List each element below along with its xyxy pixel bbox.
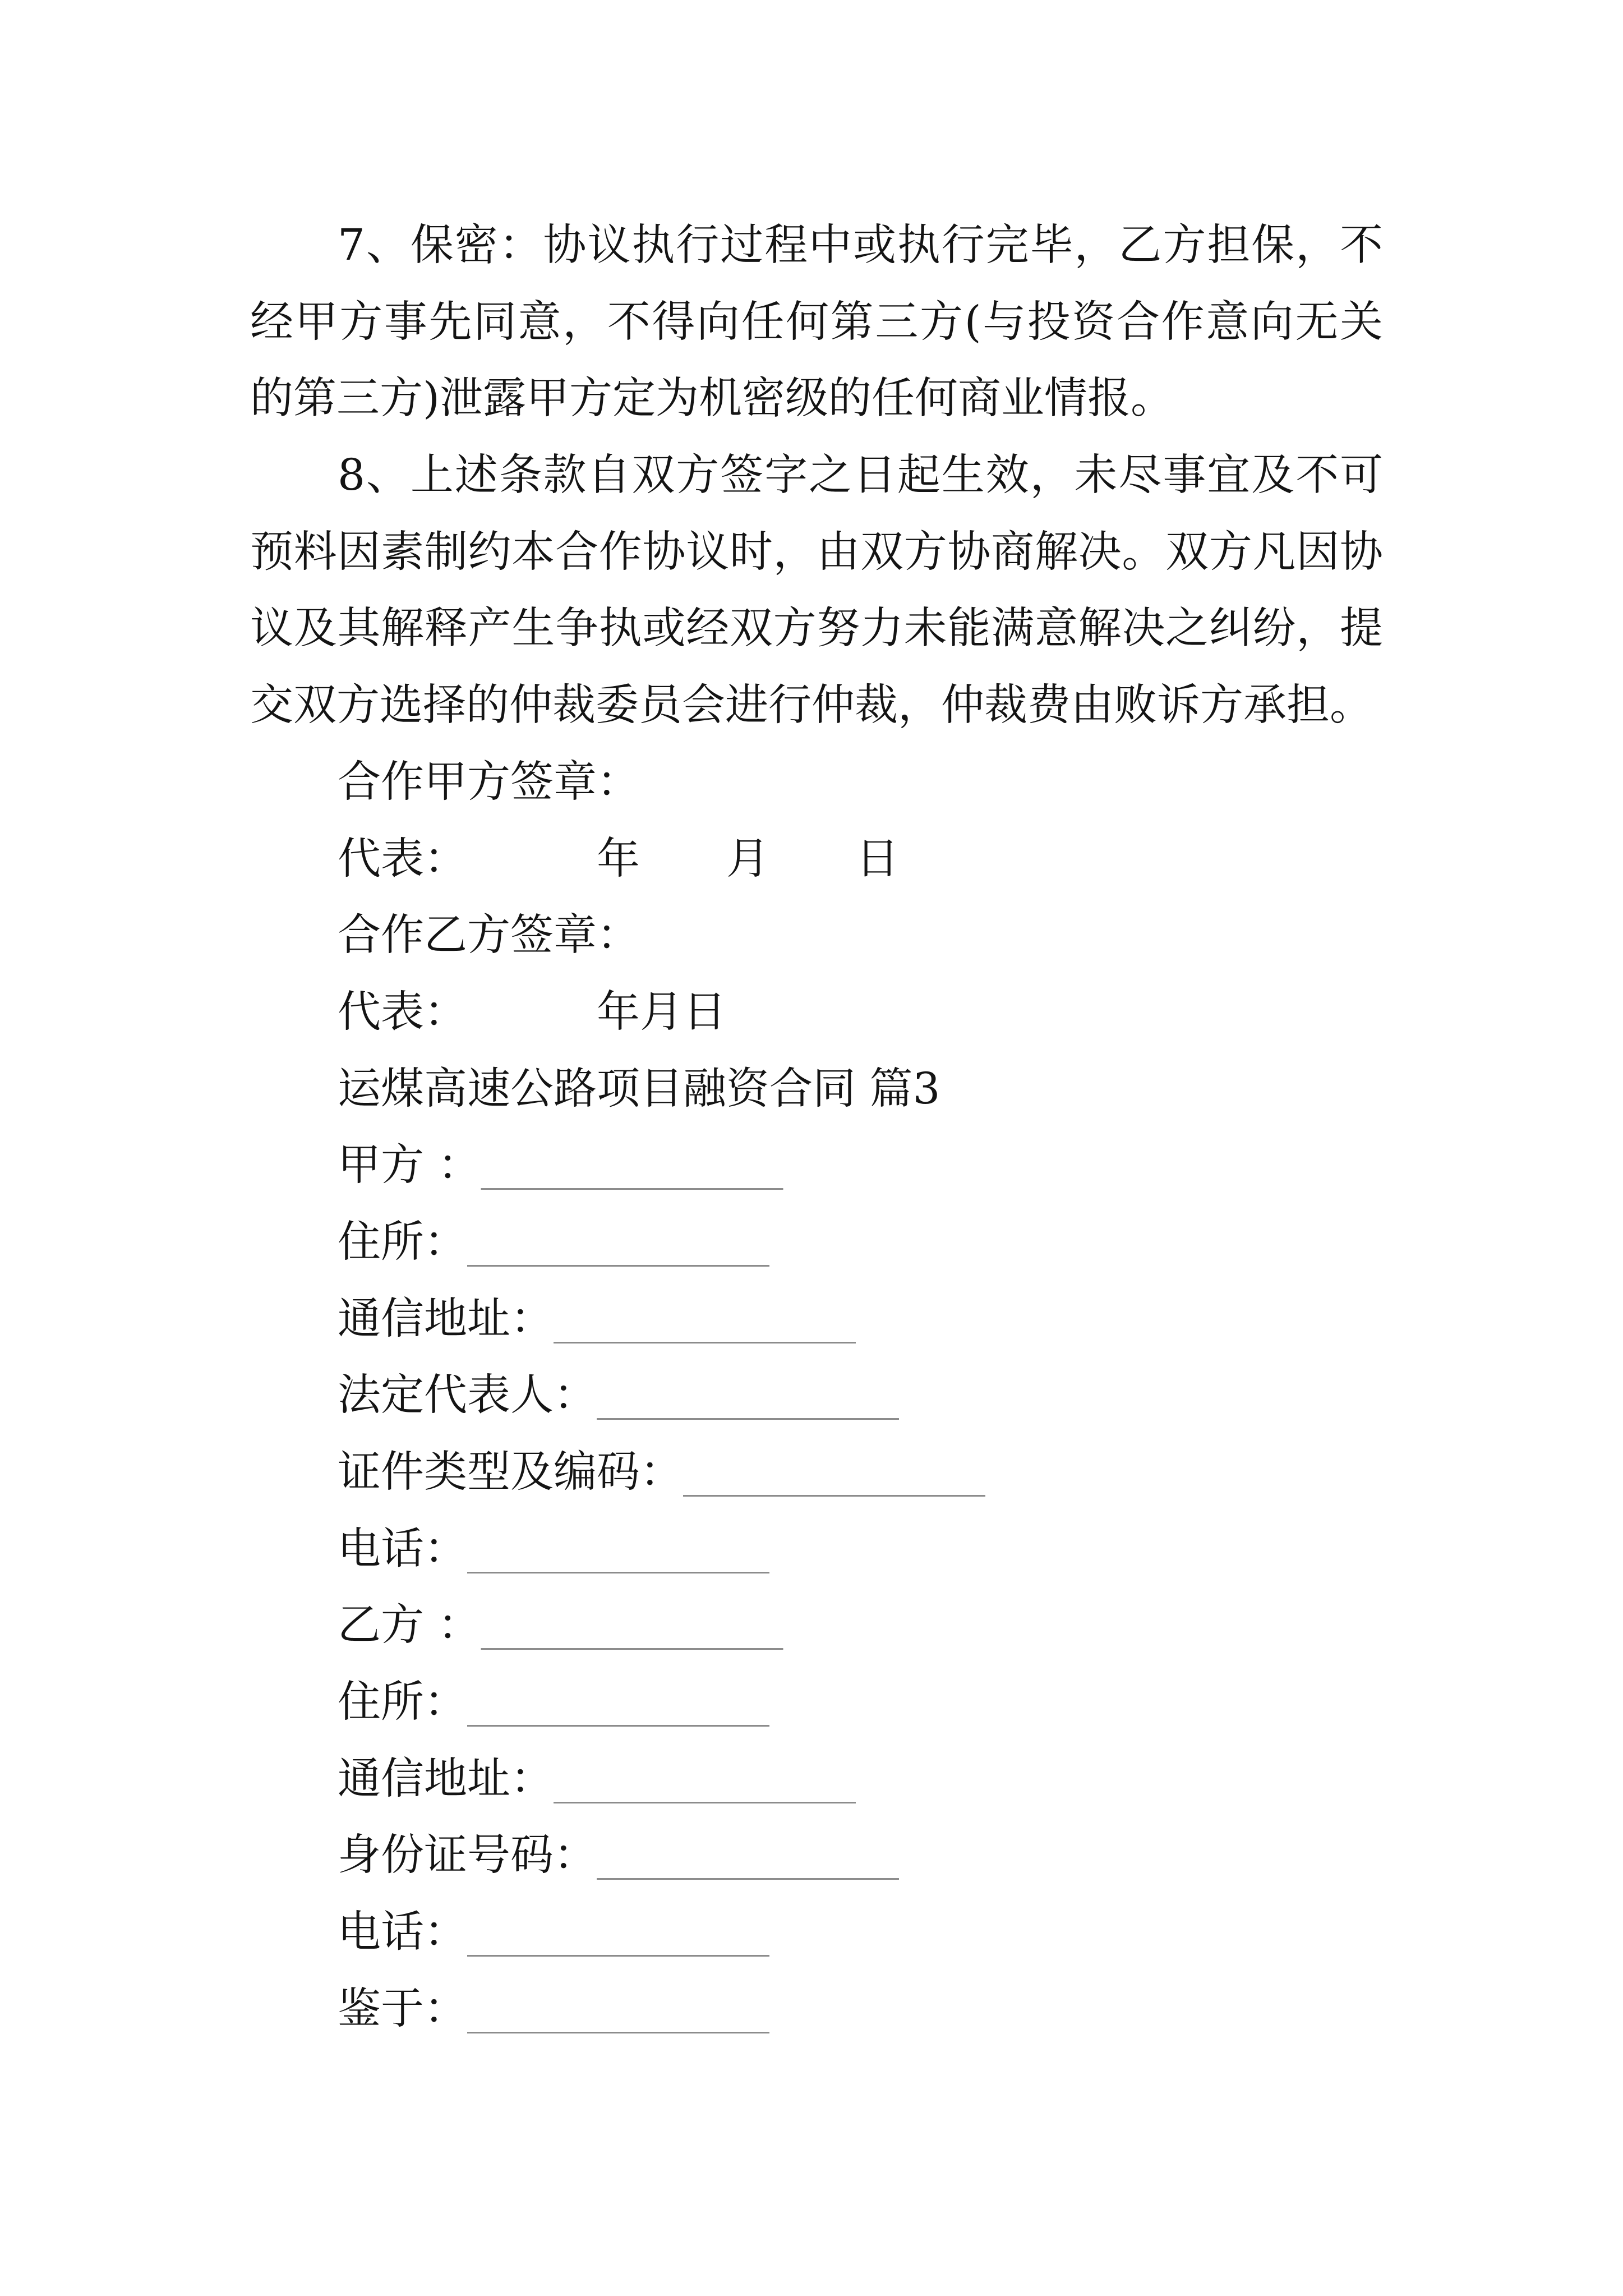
field-blank: ______________ <box>554 1754 856 1804</box>
field-blank: ______________ <box>467 1907 769 1958</box>
field-blank: ______________ <box>597 1370 899 1421</box>
clause-8-line: 交双方选择的仲裁委员会进行仲裁，仲裁费由败诉方承担。 <box>250 680 1373 731</box>
field-label: 证件类型及编码： <box>338 1447 683 1497</box>
field-label: 住所： <box>338 1217 467 1267</box>
party-a-representative-label: 代表： <box>338 834 467 884</box>
party-b-seal-label: 合作乙方签章： <box>338 910 640 961</box>
party-b-date: 年月日 <box>597 987 726 1037</box>
field-label: 通信地址： <box>338 1754 554 1804</box>
field-party-a <box>250 1128 1383 1204</box>
field-party-b-mailing-address <box>250 1741 1383 1818</box>
field-blank: ______________ <box>683 1447 985 1497</box>
field-label: 通信地址： <box>338 1294 554 1344</box>
field-id-type-number <box>250 1434 1383 1511</box>
field-legal-representative <box>250 1358 1383 1434</box>
field-blank: ______________ <box>467 1524 769 1574</box>
field-label: 身份证号码： <box>338 1830 597 1881</box>
field-label: 甲方 ： <box>338 1140 481 1191</box>
field-blank: ______________ <box>467 1677 769 1728</box>
clause-7-line: 经甲方事先同意，不得向任何第三方(与投资合作意向无关 <box>250 297 1383 347</box>
field-whereas <box>250 1971 1383 2048</box>
party-a-representative-row <box>250 821 1383 898</box>
field-blank: ______________ <box>554 1294 856 1344</box>
field-label: 电话： <box>338 1907 467 1958</box>
clause-8-line: 议及其解释产生争执或经双方努力未能满意解决之纠纷，提 <box>250 604 1383 654</box>
field-party-b-address <box>250 1664 1383 1741</box>
clause-8-line: 预料因素制约本合作协议时，由双方协商解决。双方凡因协 <box>250 527 1383 577</box>
field-party-b <box>250 1588 1383 1664</box>
field-label: 法定代表人： <box>338 1370 597 1421</box>
field-party-a-phone <box>250 1511 1383 1588</box>
clause-7-line: 7、保密：协议执行过程中或执行完毕，乙方担保，不 <box>338 220 1383 270</box>
field-party-a-address <box>250 1204 1383 1281</box>
section-title: 运煤高速公路项目融资合同 篇3 <box>338 1064 940 1114</box>
field-label: 住所： <box>338 1677 467 1728</box>
party-a-seal-label: 合作甲方签章： <box>338 757 640 807</box>
clause-8-line: 8、上述条款自双方签字之日起生效，未尽事宜及不可 <box>338 450 1383 501</box>
party-b-representative-row <box>250 974 1383 1051</box>
field-party-b-phone <box>250 1894 1383 1971</box>
party-a-date: 年 月 日 <box>597 834 899 884</box>
field-blank: ______________ <box>467 1217 769 1267</box>
field-blank: ______________ <box>481 1140 783 1191</box>
party-b-representative-label: 代表： <box>338 987 467 1037</box>
clause-7-line: 的第三方)泄露甲方定为机密级的任何商业情报。 <box>250 374 1174 424</box>
field-blank: ______________ <box>481 1600 783 1651</box>
field-party-a-mailing-address <box>250 1281 1383 1358</box>
document-body <box>250 208 1383 2048</box>
field-blank: ______________ <box>467 1984 769 2034</box>
field-label: 电话： <box>338 1524 467 1574</box>
field-blank: ______________ <box>597 1830 899 1881</box>
field-label: 鉴于： <box>338 1984 467 2034</box>
field-label: 乙方 ： <box>338 1600 481 1651</box>
field-id-card-number <box>250 1818 1383 1894</box>
